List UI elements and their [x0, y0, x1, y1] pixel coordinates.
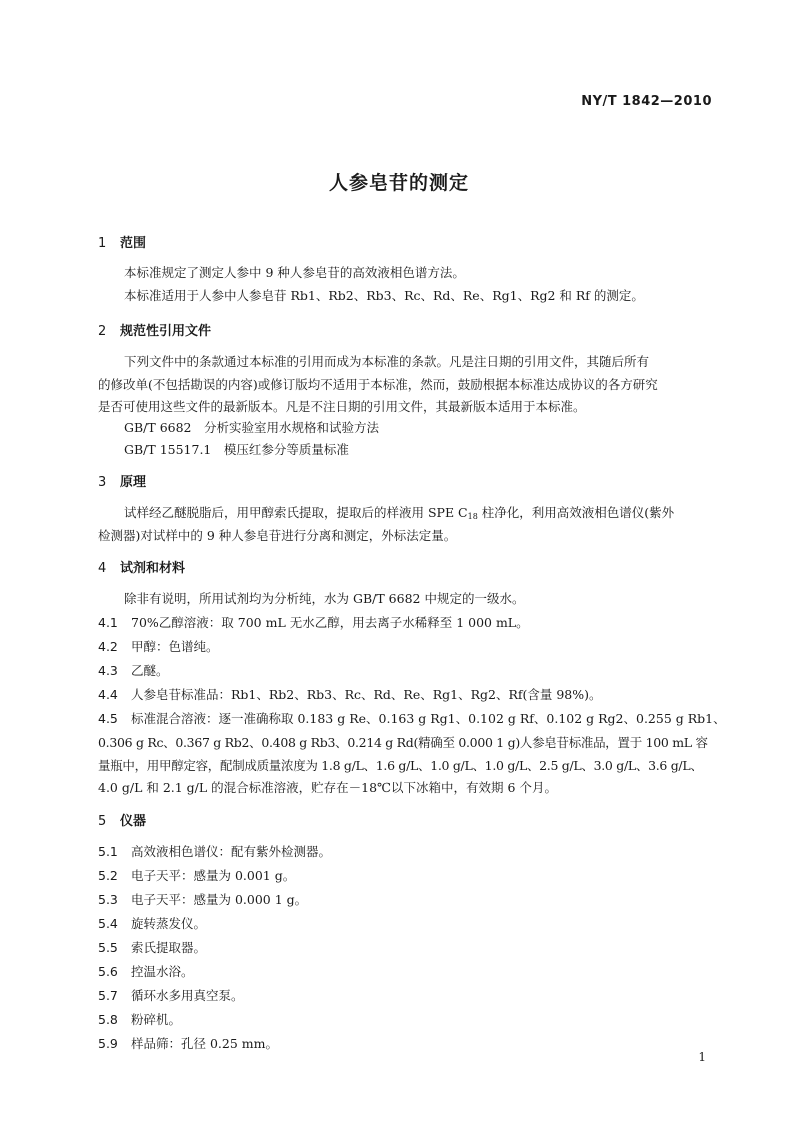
paragraph: 试样经乙醚脱脂后，用甲醇索氏提取，提取后的样液用 SPE $C_{18}$ 柱净化，利用高效液相色谱仪(紫外 — [124, 505, 675, 521]
list-item: 5.5 索氏提取器。 — [98, 940, 207, 955]
list-item: 5.8 粉碎机。 — [98, 1012, 182, 1027]
section-heading: 4 试剂和材料 — [98, 561, 186, 576]
reference-item: GB/T 15517.1 模压红参分等质量标准 — [124, 442, 349, 457]
reference-item: GB/T 6682 分析实验室用水规格和试验方法 — [124, 420, 380, 435]
list-item: 4.2 甲醇：色谱纯。 — [98, 639, 219, 654]
list-item: 4.3 乙醚。 — [98, 663, 169, 678]
list-item: 5.4 旋转蒸发仪。 — [98, 916, 207, 931]
standard-code: NY/T 1842—2010 — [581, 94, 712, 109]
section-heading: 1 范围 — [98, 236, 147, 251]
list-item: 4.1 70%乙醇溶液：取 700 mL 无水乙醇，用去离子水稀释至 1 000 mL。 — [98, 615, 529, 630]
list-item: 4.5 标准混合溶液：逐一准确称取 0.183 g Re、0.163 g Rg1、0.102 g Rf、0.102 g Rg2、0.255 g Rb1、 — [98, 711, 726, 726]
paragraph: 量瓶中，用甲醇定容，配制成质量浓度为 1.8 g/L、1.6 g/L、1.0 g/L、1.0 g/L、2.5 g/L、3.0 g/L、3.6 g/L、 — [98, 758, 703, 773]
paragraph: 除非有说明，所用试剂均为分析纯，水为 GB/T 6682 中规定的一级水。 — [124, 591, 525, 606]
list-item: 5.6 控温水浴。 — [98, 964, 194, 979]
paragraph: 的修改单(不包括勘误的内容)或修订版均不适用于本标准，然而，鼓励根据本标准达成协议的各方研究 — [98, 377, 658, 392]
page-number: 1 — [698, 1050, 706, 1064]
list-item: 5.1 高效液相色谱仪：配有紫外检测器。 — [98, 844, 332, 859]
paragraph: 0.306 g Rc、0.367 g Rb2、0.408 g Rb3、0.214 g Rd(精确至 0.000 1 g)人参皂苷标准品，置于 100 mL 容 — [98, 735, 708, 750]
list-item: 4.4 人参皂苷标准品：Rb1、Rb2、Rb3、Rc、Rd、Re、Rg1、Rg2、Rf(含量 98%)。 — [98, 687, 602, 702]
paragraph: 本标准适用于人参中人参皂苷 Rb1、Rb2、Rb3、Rc、Rd、Re、Rg1、Rg2 和 Rf 的测定。 — [124, 288, 644, 303]
paragraph: 本标准规定了测定人参中 9 种人参皂苷的高效液相色谱方法。 — [124, 265, 465, 280]
list-item: 5.9 样品筛：孔径 0.25 mm。 — [98, 1036, 278, 1051]
list-item: 5.7 循环水多用真空泵。 — [98, 988, 244, 1003]
paragraph: 4.0 g/L 和 2.1 g/L 的混合标准溶液，贮存在－18℃以下冰箱中，有效期 6 个月。 — [98, 780, 557, 795]
list-item: 5.3 电子天平：感量为 0.000 1 g。 — [98, 892, 308, 907]
paragraph: 是否可使用这些文件的最新版本。凡是不注日期的引用文件，其最新版本适用于本标准。 — [98, 399, 586, 414]
section-heading: 3 原理 — [98, 475, 147, 490]
paragraph: 下列文件中的条款通过本标准的引用而成为本标准的条款。凡是注日期的引用文件，其随后所有 — [124, 354, 650, 369]
list-item: 5.2 电子天平：感量为 0.001 g。 — [98, 868, 296, 883]
page-title: 人参皂苷的测定 — [328, 172, 469, 194]
section-heading: 5 仪器 — [98, 814, 147, 829]
section-heading: 2 规范性引用文件 — [98, 324, 212, 339]
paragraph: 检测器)对试样中的 9 种人参皂苷进行分离和测定，外标法定量。 — [98, 528, 457, 543]
